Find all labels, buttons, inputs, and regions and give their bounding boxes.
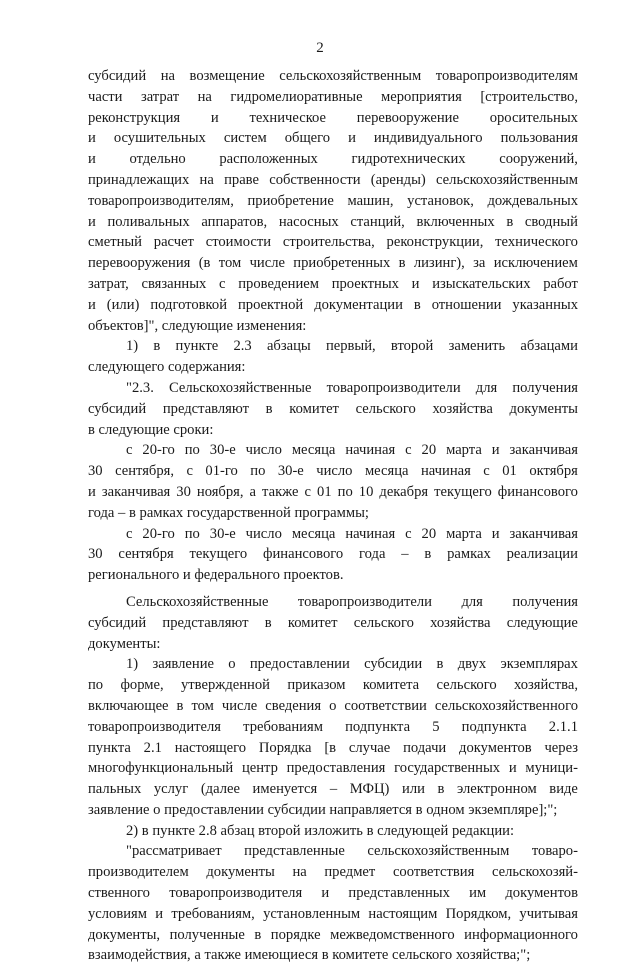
word: подачи (403, 739, 447, 756)
word: следующие (506, 614, 578, 631)
text-line (88, 544, 578, 565)
word: "рассматривает (126, 843, 222, 860)
text-line (88, 461, 578, 482)
word: текущего (434, 483, 492, 500)
word: документы (509, 400, 578, 417)
text-line: документы: (88, 635, 161, 652)
word: товаропроизводителя (88, 718, 221, 735)
word: Порядком, (445, 905, 512, 922)
word: требованиям (243, 718, 323, 735)
word: проектных (331, 275, 399, 292)
word: части (88, 88, 123, 105)
word: стоимости (205, 234, 272, 251)
word: с (405, 525, 412, 542)
text-line: регионального и федерального проектов. (88, 567, 344, 584)
word: случае (348, 739, 391, 756)
word: в (436, 656, 444, 673)
word: машин, (347, 192, 394, 209)
word: декабря (379, 483, 429, 500)
word: полученные (169, 926, 245, 943)
word: Сельскохозяйственные (168, 379, 312, 396)
word: "2.3. (126, 379, 154, 396)
word: форме, (120, 677, 164, 694)
word: в (265, 400, 273, 417)
word: хозяйства (432, 400, 493, 417)
word: месяца (291, 525, 336, 542)
text-line (88, 87, 578, 108)
word: субсидий (88, 68, 147, 84)
text-line (88, 440, 578, 461)
text-line (88, 232, 578, 253)
word: станций, (350, 213, 405, 230)
word: хозяйства, (513, 677, 578, 694)
word: документов (505, 885, 578, 902)
word: осушительных (113, 130, 206, 147)
word: – (401, 546, 409, 563)
text-line (88, 904, 578, 925)
word: включающее (88, 697, 169, 714)
word: и (88, 213, 96, 230)
word: затрат (140, 88, 180, 105)
word: начиная (420, 463, 471, 480)
word: по (184, 525, 200, 542)
word: заканчивая (509, 525, 578, 542)
word: экземплярах (500, 656, 578, 673)
word: 20 (421, 442, 437, 459)
word: расположенных (219, 151, 318, 168)
text-line (88, 779, 578, 800)
word: представленные (244, 843, 345, 860)
text-line (88, 592, 578, 613)
word: предмет (324, 864, 376, 881)
word: с (126, 525, 133, 542)
word: получения (512, 593, 578, 610)
word: и (321, 885, 330, 902)
word: приобретенных (293, 255, 391, 272)
word: начиная (345, 442, 396, 459)
word: пользования (500, 130, 578, 147)
word: число (316, 463, 353, 480)
word: на (199, 171, 214, 188)
text-line (88, 675, 578, 696)
word: соответствии (344, 697, 427, 714)
word: а (249, 483, 257, 500)
word: систем (223, 130, 267, 147)
text-line: заявление о предоставлении субсидии направляется в одном экземпляре];"; (88, 801, 558, 818)
word: приобретение (247, 192, 334, 209)
word: сельского (353, 614, 414, 631)
word: пальных (88, 781, 142, 798)
word: собственности (269, 171, 361, 188)
word: представляют (162, 614, 249, 631)
word: изыскательских (432, 275, 531, 292)
word: информационного (464, 926, 578, 943)
word: сельскохозяйственного (434, 697, 578, 714)
word: хозяйства (430, 614, 491, 631)
word: сельскохозяйственным (367, 843, 510, 860)
word: исключением (493, 255, 578, 272)
word: комитет (287, 614, 338, 631)
word: им (469, 885, 487, 902)
word: года (359, 546, 386, 563)
text-line (88, 191, 578, 212)
word: в (424, 546, 432, 563)
word: техническое (249, 109, 327, 126)
word: 01-го (205, 463, 238, 480)
word: абзацы (266, 338, 311, 355)
word: субсидий (88, 400, 147, 417)
word: и (155, 905, 164, 922)
word: требованиям, (171, 905, 255, 922)
word: товаропроизводителям (435, 68, 578, 84)
word: сельскохозяй- (491, 864, 578, 881)
word: заканчивая (101, 483, 171, 500)
word: 01 (502, 463, 517, 480)
text-line (88, 613, 578, 634)
word: с (304, 483, 312, 500)
word: и (210, 109, 219, 126)
word: заявление (152, 656, 214, 673)
text-line: взаимодействия, а также имеющиеся в комитете сельского хозяйства;"; (88, 947, 531, 964)
word: [в (324, 739, 337, 756)
word: отношении (431, 296, 502, 313)
page-number: 2 (316, 40, 324, 56)
word: в (437, 781, 445, 798)
word: условиям (88, 905, 148, 922)
word: гидромелиоративные (230, 88, 363, 105)
text-line (88, 524, 578, 545)
word: финансового (263, 546, 344, 563)
word: том (218, 255, 242, 272)
word: 30-е (277, 463, 304, 480)
text-line: следующего содержания: (88, 359, 246, 376)
word: услуг (153, 781, 189, 798)
word: товаропроизводителя (169, 885, 303, 902)
word: праве (224, 171, 259, 188)
word: комитета (362, 677, 420, 694)
word: в (153, 338, 161, 355)
text-line (88, 336, 578, 357)
word: с (483, 463, 490, 480)
word: для (461, 593, 483, 610)
word: (аренды) (370, 171, 426, 188)
word: с (126, 442, 133, 459)
word: перевооружения (88, 255, 191, 272)
text-line (88, 841, 578, 862)
word: реконструкции, (386, 234, 484, 251)
text-line: объектов]", следующие изменения: (88, 317, 307, 334)
word: и (491, 525, 500, 542)
word: связанных (141, 275, 207, 292)
word: указанных (512, 296, 578, 313)
word: оросительных (489, 109, 578, 126)
word: абзацами (520, 338, 578, 355)
word: через (544, 739, 578, 756)
word: с (405, 442, 412, 459)
text-line (88, 128, 578, 149)
word: для (475, 379, 498, 396)
word: порядке (270, 926, 321, 943)
word: и (491, 442, 500, 459)
word: 01 (317, 483, 332, 500)
word: именуется (252, 781, 318, 798)
word: марта (446, 442, 482, 459)
word: государственных (394, 760, 501, 777)
word: 20-го (142, 525, 175, 542)
word: МФЦ) (349, 781, 390, 798)
word: товаропроизводители (326, 379, 461, 396)
word: комитет (289, 400, 339, 417)
word: электронном (457, 781, 537, 798)
word: и (348, 130, 356, 147)
word: [строительство, (480, 88, 578, 105)
word: перевооружение (356, 109, 459, 126)
word: в (254, 926, 262, 943)
word: подпункта (461, 718, 527, 735)
word: товаропроизводителям, (88, 192, 234, 209)
word: гидротехнических (351, 151, 466, 168)
word: (далее (200, 781, 240, 798)
word: и (508, 760, 517, 777)
word: производителем (88, 864, 189, 881)
word: сметный (88, 234, 142, 251)
word: поливальных (107, 213, 190, 230)
text-line (88, 66, 578, 87)
word: 30-е (209, 442, 236, 459)
word: реконструкция (88, 109, 181, 126)
word: виде (549, 781, 578, 798)
word: начиная (345, 525, 396, 542)
word: 1) (126, 656, 139, 673)
word: сельского (355, 400, 416, 417)
word: настоящего (174, 739, 247, 756)
document-body (88, 66, 578, 966)
word: строительства, (282, 234, 375, 251)
word: второй (390, 338, 434, 355)
word: отдельно (129, 151, 186, 168)
word: в (264, 614, 272, 631)
word: (или) (106, 296, 140, 313)
word: финансового (497, 483, 578, 500)
word: подпункта (345, 718, 411, 735)
word: в (506, 213, 514, 230)
word: 1) (126, 338, 139, 355)
text-line (88, 758, 578, 779)
word: или (402, 781, 425, 798)
word: и (88, 483, 96, 500)
word: дождевальных (487, 192, 578, 209)
text-line (88, 399, 578, 420)
text-line (88, 149, 578, 170)
word: 5 (432, 718, 440, 735)
word: число (245, 525, 282, 542)
word: реализации (506, 546, 578, 563)
word: октября (529, 463, 578, 480)
text-line (88, 212, 578, 233)
word: марта (446, 525, 482, 542)
text-line (88, 274, 578, 295)
text-line (88, 696, 578, 717)
word: субсидий (88, 614, 147, 631)
word: сентября, (115, 463, 174, 480)
text-line (88, 883, 578, 904)
word: представляют (162, 400, 249, 417)
word: сооружений, (499, 151, 578, 168)
word: Порядка (258, 739, 312, 756)
word: 20 (421, 525, 437, 542)
text-line (88, 654, 578, 675)
word: лизинг), (413, 255, 465, 272)
word: настоящим (368, 905, 438, 922)
word: пункта (88, 739, 131, 756)
word: месяца (364, 463, 409, 480)
word: общего (284, 130, 331, 147)
word: также (262, 483, 299, 500)
word: учитывая (519, 905, 578, 922)
word: технического (495, 234, 578, 251)
text-line (88, 862, 578, 883)
text-line (88, 170, 578, 191)
word: многофункциональный (88, 760, 234, 777)
word: том (191, 697, 214, 714)
word: предоставления (286, 760, 386, 777)
text-line (88, 925, 578, 946)
word: 10 (358, 483, 374, 500)
word: с (219, 275, 226, 292)
word: числе (221, 697, 258, 714)
word: работ (543, 275, 578, 292)
word: на (197, 88, 212, 105)
word: соответствия (392, 864, 475, 881)
word: Сельскохозяйственные (126, 593, 269, 610)
word: за (473, 255, 486, 272)
word: 20-го (142, 442, 175, 459)
word: насосных (278, 213, 339, 230)
word: в (398, 255, 406, 272)
word: утвержденной (181, 677, 270, 694)
word: 30 (176, 483, 191, 500)
word: сельского (436, 677, 497, 694)
word: по (337, 483, 353, 500)
word: первый, (325, 338, 376, 355)
word: и (88, 151, 96, 168)
text-line: 2) в пункте 2.8 абзац второй изложить в следующей редакции: (126, 822, 515, 839)
word: документов (459, 739, 532, 756)
word: возмещение (189, 68, 265, 84)
word: межведомственного (330, 926, 455, 943)
word: и (411, 275, 420, 292)
word: документации (314, 296, 403, 313)
word: 2.1 (143, 739, 162, 756)
word: включенных (416, 213, 495, 230)
word: расчет (153, 234, 194, 251)
text-line (88, 717, 578, 738)
word: о (228, 656, 236, 673)
word: аппаратов, (201, 213, 268, 230)
word: товаропроизводители (297, 593, 432, 610)
text-line (88, 295, 578, 316)
word: сентября (118, 546, 174, 563)
word: субсидии (364, 656, 423, 673)
text-line (88, 108, 578, 129)
word: представленных (348, 885, 450, 902)
word: принадлежащих (88, 171, 190, 188)
text-line (88, 482, 578, 503)
word: муници- (525, 760, 578, 777)
word: пункте (175, 338, 219, 355)
word: 2.1.1 (548, 718, 578, 735)
word: 30 (88, 546, 103, 563)
word: месяца (291, 442, 336, 459)
word: заканчивая (509, 442, 578, 459)
word: предоставлении (249, 656, 350, 673)
text-line (88, 738, 578, 759)
word: по (184, 442, 200, 459)
word: сельскохозяйственным (279, 68, 422, 84)
word: число (245, 442, 282, 459)
text-line (88, 378, 578, 399)
word: сведения (265, 697, 322, 714)
word: товаро- (531, 843, 578, 860)
word: заменить (448, 338, 506, 355)
word: мероприятия (381, 88, 462, 105)
word: 30 (88, 463, 103, 480)
word: – (329, 781, 338, 798)
word: документы, (88, 926, 161, 943)
word: ственного (88, 885, 150, 902)
word: числе (249, 255, 285, 272)
word: сводный (524, 213, 578, 230)
word: по (88, 677, 104, 694)
word: в (176, 697, 184, 714)
text-line: года – в рамках государственной программы; (88, 504, 369, 521)
word: центр (241, 760, 278, 777)
word: и (88, 296, 96, 313)
word: подготовкой (150, 296, 228, 313)
word: на (160, 68, 175, 84)
word: на (292, 864, 307, 881)
word: проведением (238, 275, 319, 292)
word: проектной (237, 296, 304, 313)
word: 30-е (209, 525, 236, 542)
word: документы (206, 864, 275, 881)
word: затрат, (88, 275, 129, 292)
text-line: в следующие сроки: (88, 421, 214, 438)
word: о (329, 697, 337, 714)
word: индивидуального (373, 130, 483, 147)
word: получения (512, 379, 578, 396)
word: по (250, 463, 266, 480)
word: 2.3 (233, 338, 252, 355)
word: и (88, 130, 96, 147)
word: текущего (189, 546, 248, 563)
word: установок, (407, 192, 474, 209)
word: (в (198, 255, 211, 272)
word: двух (457, 656, 487, 673)
word: в (413, 296, 421, 313)
word: ноября, (196, 483, 244, 500)
word: сельскохозяйственным (436, 171, 578, 188)
word: рамках (447, 546, 491, 563)
word: с (186, 463, 193, 480)
text-line (88, 253, 578, 274)
word: установленным (263, 905, 361, 922)
word: приказом (287, 677, 346, 694)
